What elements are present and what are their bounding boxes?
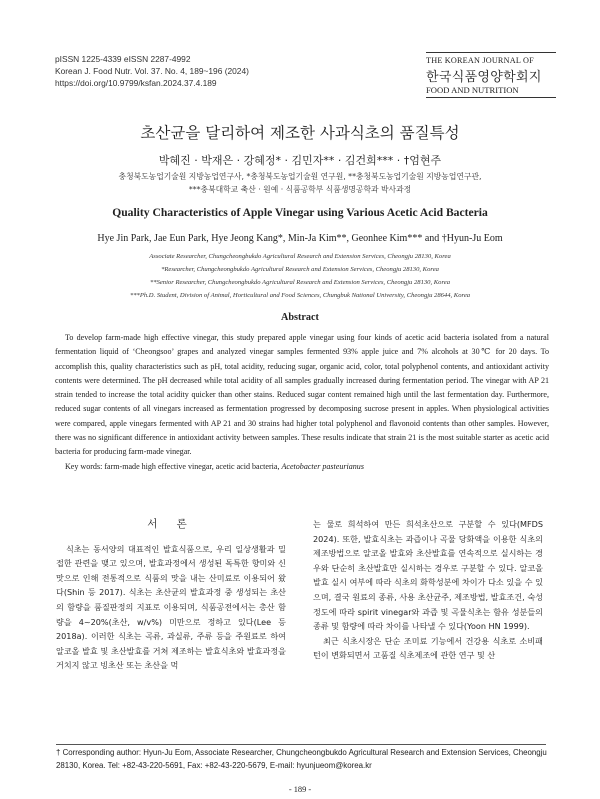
abstract-heading: Abstract (281, 312, 319, 323)
keywords-text: farm-made high effective vinegar, acetic acid bacteria, (104, 461, 280, 471)
column-left (56, 517, 286, 673)
affiliation-ko-line: 충청북도농업기술원 지방농업연구사, *충청북도농업기술원 연구원, **충청북도농업기술원 지방농업연구관, (118, 172, 482, 181)
affiliation-ko-line: ***충북대학교 축산 · 원예 · 식품공학부 식품생명공학과 박사과정 (188, 185, 412, 194)
issn-line: pISSN 1225-4339 eISSN 2287-4992 (55, 54, 191, 64)
affiliation-en-line: Associate Researcher, Chungcheongbukdo Agricultural Research and Extension Services, Cheongju 28130, Korea (149, 253, 451, 260)
journal-name-en-bottom: FOOD AND NUTRITION (426, 85, 556, 98)
keywords-label: Key words: (65, 461, 103, 471)
intro-paragraph-continued: 는 물로 희석하여 만든 희석초산으로 구분할 수 있다(MFDS 2024). 또한, 발효식초는 과즙이나 곡물 당화액을 이용한 식초의 제조방법으로 알코올 발효와 초산발효를 연속적으로 실시하는 경우와 단순히 초산발효만 실시하는 경우로 구분할 수 있다. 알코올 발효 실시 여부에 따라 식초의 화학성분에 차이가 다소 있을 수 있으며, 결국 원료의 종류, 사용 초산균주, 제조방법, 발효조건, 숙성정도에 따라 spirit vinegar와 과즙 및 곡물식초는 함유 성분들의 종류 및 함량에 따라 차이를 나타낼 수 있다(Yoon HN 1999). (313, 519, 543, 632)
corresponding-author-footnote: † Corresponding author: Hyun-Ju Eom, Associate Researcher, Chungcheongbukdo Agricultural Research and Extension Services, Cheongju 28130, Korea. Tel: +82-43-220-5691, Fax: +82-43-220-5679, E-mail: hyunjueom@korea.kr (56, 748, 547, 770)
keywords-italic: Acetobacter pasteurianus (281, 461, 364, 471)
title-korean: 초산균을 달리하여 제조한 사과식초의 품질특성 (140, 124, 460, 142)
column-right (313, 517, 543, 663)
intro-paragraph: 최근 식초시장은 단순 조미료 기능에서 건강용 식초로 소비패턴이 변화되면서 고품질 식초제조에 관한 연구 및 산 (313, 635, 543, 661)
journal-name-ko: 한국식품영양학회지 (426, 70, 542, 85)
page-number: - 189 - (288, 785, 312, 794)
intro-paragraph: 식초는 동서양의 대표적인 발효식품으로, 우리 일상생활과 밀접한 관련을 맺고 있으며, 발효과정에서 생성된 독특한 향미와 신맛으로 인해 전통적으로 식품의 맛을 내는 산미료로 이용되어 왔다(Shin 등 2017). 식초는 초산균의 발효과정 중 생성되는 초산의 함량을 품질판정의 지표로 이용되며, 식품공전에서는 총산 함량을 4~20%(초산, w/v%) 미만으로 정하고 있다(Lee 등 2018a). 이러한 식초는 곡류, 과실류, 주류 등을 주원료로 하여 알코올 발효 및 초산발효를 거쳐 제조하는 발효식초와 발효과정을 거치지 않고 빙초산 또는 초산을 먹 (56, 543, 286, 671)
footnote-divider (56, 744, 546, 745)
affiliation-en-line: ***Ph.D. Student, Division of Animal, Horticultural and Food Sciences, Chungbuk National University, Cheongju 28644, Korea (129, 292, 471, 299)
authors-korean: 박혜진 · 박재은 · 강혜정* · 김민자** · 김건희*** · †엄현주 (158, 154, 442, 167)
affiliation-en-line: **Senior Researcher, Chungcheongbukdo Agricultural Research and Extension Services, Cheongju 28130, Korea (149, 279, 451, 286)
citation-line: Korean J. Food Nutr. Vol. 37. No. 4, 189~196 (2024) (55, 66, 249, 76)
title-english: Quality Characteristics of Apple Vinegar using Various Acetic Acid Bacteria (112, 206, 488, 219)
journal-info (55, 53, 249, 89)
doi-link[interactable]: https://doi.org/10.9799/ksfan.2024.37.4.189 (55, 78, 217, 88)
journal-logo (426, 52, 556, 98)
affiliations-english (0, 250, 600, 302)
keywords (55, 460, 549, 474)
affiliations-korean (0, 170, 600, 196)
abstract-text: To develop farm-made high effective vinegar, this study prepared apple vinegar using four kinds of acetic acid bacteria isolated from a natural fermentation liquid of ‘Cheongsoo’ grapes and analyzed vinegar samples fermented 93% apple juice and 7% alcohols at 30℃ for 20 days. To accomplish this, quality characteristics such as pH, total acidity, reducing sugar, organic acid, color, total polyphenol contents, and antioxidant activity contents were determined. The pH decreased while total acidity of all samples gradually increased during fermentation period. The vinegar with AP 21 strain tended to increase the total acidity quicker than other stains. Reduced sugar content remained high until the last fermentation day. Furthermore, reduced sugar contents of all vinegars increased as fermentation progressed by decomposing sucrose present in apples. When physiological activities were compared, apple vinegars fermented with AP 21 and 30 strains had higher total polyphenol and flavonoid contents than other samples. However, there was no significant difference in antioxidant activity between samples. These results indicate that strain 21 is the most suitable starter as acetic acid bacteria for producing farm-made vinegar. (55, 333, 549, 457)
abstract (55, 331, 549, 474)
journal-name-en-top: THE KOREAN JOURNAL OF (426, 52, 556, 65)
affiliation-en-line: *Researcher, Chungcheongbukdo Agricultural Research and Extension Services, Cheongju 28130, Korea (161, 266, 439, 273)
section-heading-introduction: 서 론 (147, 518, 195, 530)
authors-english: Hye Jin Park, Jae Eun Park, Hye Jeong Kang*, Min-Ja Kim**, Geonhee Kim*** and †Hyun-Ju Eom (97, 233, 503, 244)
